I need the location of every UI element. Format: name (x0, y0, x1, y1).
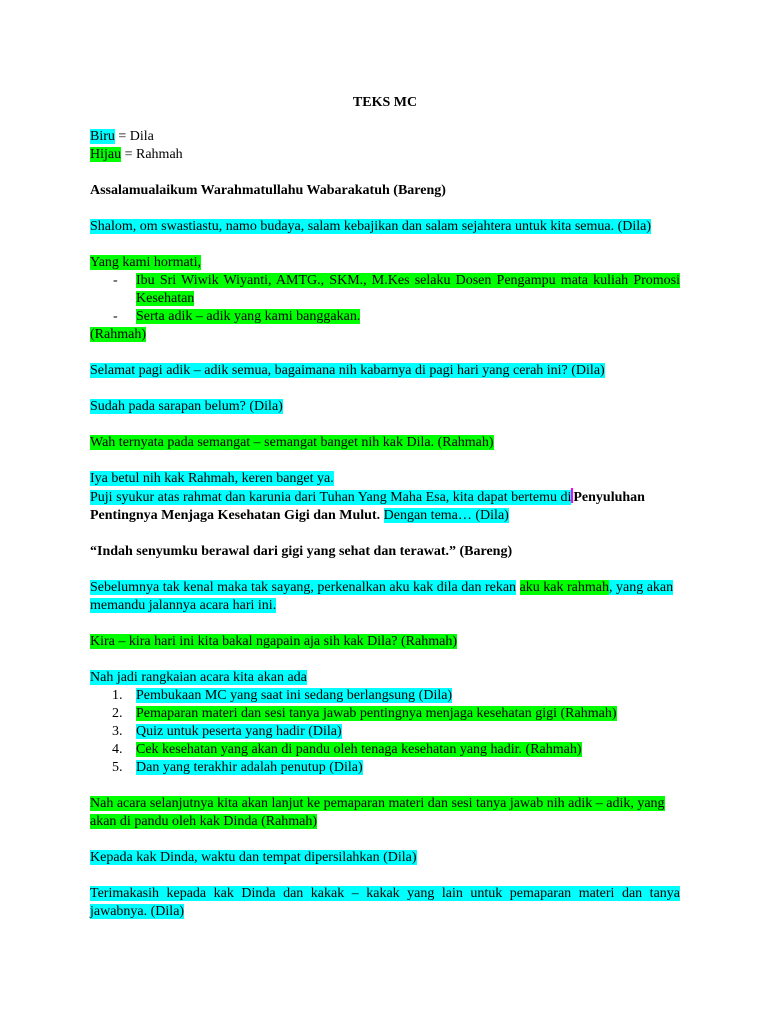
list-item: 4. Cek kesehatan yang akan di pandu oleh tenaga kesehatan yang hadir. (Rahmah) (112, 742, 582, 757)
terimakasih-paragraph: Terimakasih kepada kak Dinda dan kakak – kakak yang lain untuk pemaparan materi dan tanya jawabnya. (Dila) (90, 886, 680, 919)
rangkaian-intro: Nah jadi rangkaian acara kita akan ada (90, 670, 307, 685)
dash-bullet: - (113, 309, 118, 324)
puji-bold-title: Penyuluhan Pentingnya Menjaga Kesehatan Gigi dan Mulut. (90, 490, 645, 523)
legend-color-biru: Biru (90, 129, 115, 144)
hormat-intro: Yang kami hormati, (90, 255, 201, 270)
sebelumnya-paragraph: Sebelumnya tak kenal maka tak sayang, perkenalkan aku kak dila dan rekan aku kak rahmah, yang akan memandu jalannya acara hari ini. (90, 580, 674, 613)
selanjutnya-paragraph: Nah acara selanjutnya kita akan lanjut ke pemaparan materi dan sesi tanya jawab nih adik – adik, yang akan di pandu oleh kak Dinda (Rahmah) (90, 796, 665, 829)
hormat-list (90, 272, 680, 326)
legend-name-rahmah: = Rahmah (124, 147, 183, 162)
list-item: 3. Quiz untuk peserta yang hadir (Dila) (112, 724, 342, 739)
rangkaian-list (90, 687, 680, 777)
dash-bullet: - (113, 273, 118, 288)
semangat-paragraph: Wah ternyata pada semangat – semangat banget nih kak Dila. (Rahmah) (90, 435, 494, 450)
list-item: - Serta adik – adik yang kami banggakan. (113, 309, 361, 324)
list-item: 1. Pembukaan MC yang saat ini sedang berlangsung (Dila) (112, 688, 453, 703)
list-item: - Ibu Sri Wiwik Wiyanti, AMTG., SKM., M.Kes selaku Dosen Pengampu mata kuliah Promosi Kesehatan (113, 273, 680, 306)
kepada-paragraph: Kepada kak Dinda, waktu dan tempat dipersilahkan (Dila) (90, 850, 417, 865)
shalom-paragraph: Shalom, om swastiastu, namo budaya, salam kebajikan dan salam sejahtera untuk kita semua. (Dila) (90, 219, 652, 234)
legend-rahmah (90, 146, 680, 164)
document-body[interactable] (90, 94, 680, 921)
sarapan-paragraph: Sudah pada sarapan belum? (Dila) (90, 399, 283, 414)
list-item: 2. Pemaparan materi dan sesi tanya jawab pentingnya menjaga kesehatan gigi (Rahmah) (112, 706, 617, 721)
legend-name-dila: = Dila (118, 129, 154, 144)
tema-line: “Indah senyumku berawal dari gigi yang sehat dan terawat.” (Bareng) (90, 544, 513, 559)
document-title: TEKS MC (352, 95, 418, 110)
legend-dila (90, 128, 680, 146)
kira-paragraph: Kira – kira hari ini kita bakal ngapain aja sih kak Dila? (Rahmah) (90, 634, 457, 649)
list-item: 5. Dan yang terakhir adalah penutup (Dila) (112, 760, 363, 775)
selamat-pagi-paragraph: Selamat pagi adik – adik semua, bagaimana nih kabarnya di pagi hari yang cerah ini? (Dila) (90, 363, 605, 378)
greeting-line: Assalamualaikum Warahmatullahu Wabarakatuh (Bareng) (90, 183, 446, 198)
legend-color-hijau: Hijau (90, 147, 122, 162)
iya-betul-line: Iya betul nih kak Rahmah, keren banget ya. (90, 471, 334, 486)
puji-paragraph: Puji syukur atas rahmat dan karunia dari Tuhan Yang Maha Esa, kita dapat bertemu di Penyuluhan Pentingnya Menjaga Kesehatan Gigi dan Mulut. Dengan tema… (Dila) (90, 490, 645, 523)
hormat-speaker: (Rahmah) (90, 327, 146, 342)
